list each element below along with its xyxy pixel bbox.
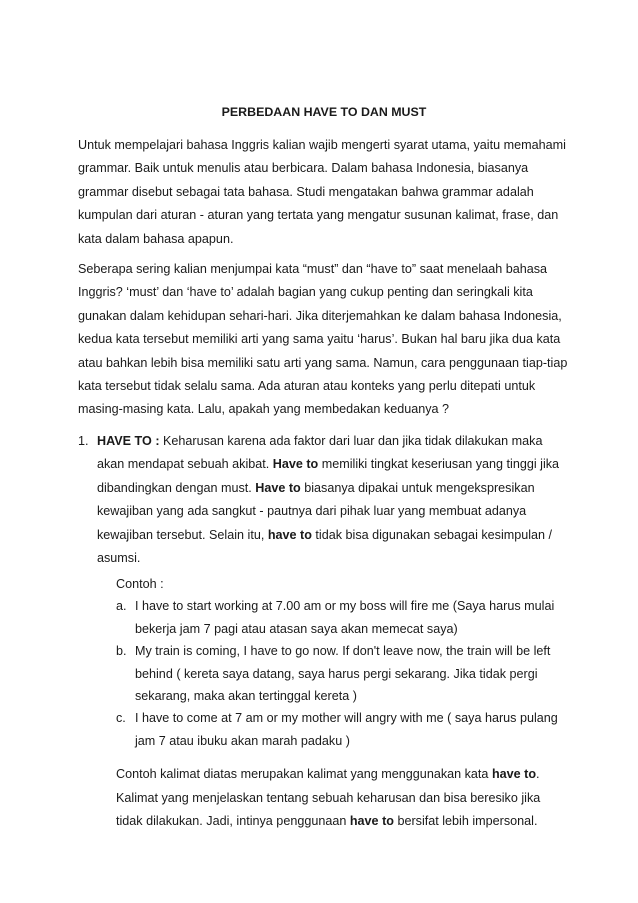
item-text: Keharusan karena ada faktor dari luar dan jika tidak dilakukan maka akan mendapat sebuah akibat. (97, 433, 543, 472)
closing-text: bersifat lebih impersonal. (393, 813, 538, 828)
example-letter: b. (116, 644, 127, 659)
example-text: My train is coming, I have to go now. If don't leave now, the train will be left behind ( kereta saya datang, saya harus pergi sekarang. Jika tidak pergi sekarang, maka akan tertinggal kereta ) (135, 644, 551, 703)
paragraph-intro: Untuk mempelajari bahasa Inggris kalian wajib mengerti syarat utama, yaitu memahami grammar. Baik untuk menulis atau berbicara. Dalam bahasa Indonesia, biasanya grammar disebut sebagai tata bahasa. Studi mengatakan bahwa grammar adalah kumpulan dari aturan - aturan yang tertata yang mengatur susunan kalimat, frase, dan kata dalam bahasa apapun. (78, 138, 566, 246)
example-text: I have to come at 7 am or my mother will angry with me ( saya harus pulang jam 7 atau ibuku akan marah padaku ) (135, 711, 558, 748)
list-item-have-to (78, 430, 570, 570)
bold-term: Have to (272, 457, 319, 472)
paragraph-must-have-to: Seberapa sering kalian menjumpai kata “must” dan “have to” saat menelaah bahasa Inggris? ‘must’ dan ‘have to’ adalah bagian yang cukup penting dan seringkali kita gunakan dalam kehidupan sehari-hari. Jika diterjemahkan ke dalam bahasa Indonesia, kedua kata tersebut memiliki arti yang sama yaitu ‘harus’. Bukan hal baru jika dua kata atau bahkan lebih bisa memiliki satu arti yang sama. Namun, cara penggunaan tiap-tiap kata tersebut tidak selalu sama. Ada aturan atau konteks yang perlu ditepati untuk masing-masing kata. Lalu, apakah yang membedakan keduanya ? (78, 262, 568, 417)
item-text: tidak bisa digunakan sebagai kesimpulan / asumsi. (97, 527, 553, 565)
example-label (78, 573, 570, 595)
example-letter: a. (116, 599, 127, 614)
item-text: biasanya dipakai untuk mengekspresikan kewajiban yang ada sangkut - pautnya dari pihak luar yang membuat adanya kewajiban tersebut. Selain itu, (97, 480, 535, 542)
example-item (97, 707, 570, 752)
example-text: I have to start working at 7.00 am or my boss will fire me (Saya harus mulai bekerja jam 7 pagi atau atasan saya akan memecat saya) (135, 599, 555, 636)
bold-term: have to (491, 767, 537, 782)
closing-text: Contoh kalimat diatas merupakan kalimat yang menggunakan kata (116, 767, 492, 782)
closing-text: . Kalimat yang menjelaskan tentang sebuah keharusan dan bisa beresiko jika tidak dilakukan. Jadi, intinya penggunaan (116, 767, 541, 828)
paragraph-gap (78, 251, 570, 258)
bold-term: have to (349, 813, 394, 828)
closing-body (97, 763, 570, 833)
document-page (78, 104, 570, 833)
document-title: PERBEDAAN HAVE TO DAN MUST (221, 105, 427, 119)
bold-term: Have to (255, 480, 301, 495)
closing-paragraph (97, 763, 570, 833)
item-text: memiliki tingkat keseriusan yang tinggi jika dibandingkan dengan must. (97, 457, 560, 495)
list-number: 1. (78, 433, 89, 448)
example-label-text: Contoh : (116, 577, 164, 592)
example-item (97, 595, 570, 640)
list-heading: HAVE TO : (97, 433, 160, 448)
bold-term: have to (267, 527, 312, 542)
example-item (97, 640, 570, 707)
example-letter: c. (116, 711, 126, 726)
